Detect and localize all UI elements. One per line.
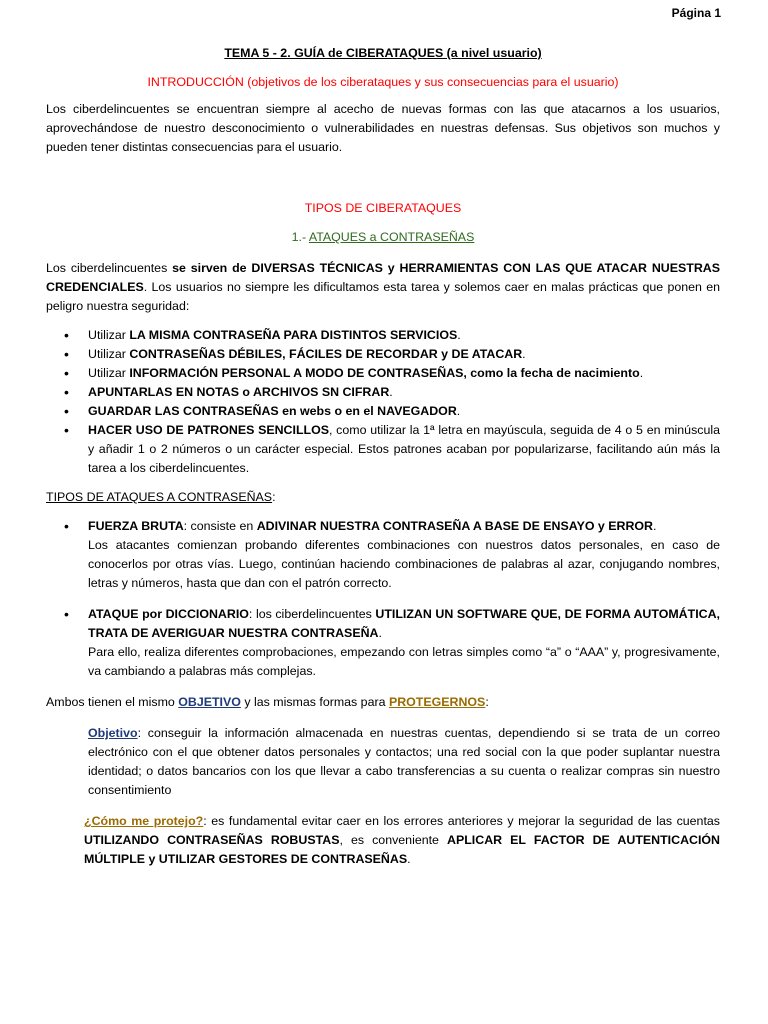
bold-run: UTILIZANDO CONTRASEÑAS ROBUSTAS — [84, 833, 340, 847]
bold-run: INFORMACIÓN PERSONAL A MODO DE CONTRASEÑAS, como la fecha de nacimiento — [129, 366, 640, 380]
text-run: , es conveniente — [339, 833, 448, 847]
text-run: : — [203, 814, 207, 828]
bold-run: UTILIZAN UN SOFTWARE QUE, DE FORMA AUTOMÁTICA, TRATA DE AVERIGUAR NUESTRA CONTRASEÑA — [88, 607, 720, 640]
list-item — [88, 421, 720, 478]
text-run: . — [457, 328, 461, 342]
both-line — [46, 693, 720, 712]
passwords-paragraph — [46, 259, 720, 316]
text-run: . — [653, 519, 657, 533]
text-run: . — [456, 404, 461, 418]
intro-paragraph: Los ciberdelincuentes se encuentran siempre al acecho de nuevas formas con las que atacarnos a los usuarios, aprovechándose de nuestro desconocimiento o vulnerabilidades en nuestras defensas. Sus objetivos son muchos y pueden tener distintas consecuencias para el usuario. — [46, 102, 720, 154]
text-run: , como utilizar la 1ª letra en mayúscula, seguida de 4 o 5 en minúscula y añadir 1 o 2 números o un carácter especial. Estos patrones acaban por popularizarse, facilitando aún más la tarea a los ciberdelincuentes. — [88, 423, 720, 475]
bold-run: se sirven de DIVERSAS TÉCNICAS y HERRAMIENTAS CON LAS QUE ATACAR NUESTRAS CREDENCIALES — [46, 261, 720, 294]
bold-run: GUARDAR LAS CONTRASEÑAS en webs o en el NAVEGADOR — [88, 404, 457, 418]
attack-types-label — [46, 488, 720, 507]
section-number: 1.- — [291, 230, 309, 244]
list-item — [88, 326, 720, 345]
text-run: : los ciberdelincuentes — [248, 607, 376, 621]
text-run: . Los usuarios no siempre les dificultamos esta tarea y solemos caer en malas prácticas que ponen en peligro nuestra seguridad: — [46, 280, 720, 313]
text-run: Los ciberdelincuentes — [46, 261, 173, 275]
text-run: Utilizar — [88, 328, 130, 342]
text-run: : — [485, 695, 489, 709]
intro-heading: INTRODUCCIÓN (objetivos de los ciberataques y sus consecuencias para el usuario) — [147, 75, 619, 89]
attack-name: ATAQUE por DICCIONARIO — [88, 607, 249, 621]
bold-run: APUNTARLAS EN NOTAS o ARCHIVOS SN CIFRAR — [88, 385, 390, 399]
page-number: Página 1 — [671, 6, 721, 20]
text-run: . — [407, 852, 411, 866]
text-run: y las mismas formas para — [240, 695, 389, 709]
text-run: . — [639, 366, 644, 380]
how-protect-block — [46, 812, 720, 869]
list-item — [88, 402, 720, 421]
protect-link: PROTEGERNOS — [388, 695, 486, 709]
attack-detail: Los atacantes comienzan probando diferentes combinaciones con nuestros datos personales, en caso de conocerlos por otras vías. Luego, continúan haciendo combinaciones de palabras al azar, conjugando nombres, letras y números, hasta que dan con el patrón correcto. — [88, 538, 720, 590]
list-item — [88, 345, 720, 364]
document-body — [46, 34, 720, 881]
section-heading-password-attacks — [46, 228, 720, 247]
text-run: . — [389, 385, 393, 399]
types-heading: TIPOS DE CIBERATAQUES — [304, 201, 462, 215]
objective-link: OBJETIVO — [178, 695, 241, 709]
how-protect-label: ¿Cómo me protejo? — [84, 814, 204, 828]
text-run: Utilizar — [88, 347, 130, 361]
bold-run: APLICAR EL FACTOR DE AUTENTICACIÓN MÚLTIPLE y UTILIZAR GESTORES DE CONTRASEÑAS — [84, 833, 720, 866]
attack-types-text: TIPOS DE ATAQUES A CONTRASEÑAS — [46, 490, 273, 504]
objective-text: : conseguir la información almacenada en nuestras cuentas, dependiendo si se trata de un correo electrónico con el que obtener datos personales y contactos; una red social con la que poder suplantar nuestra identidad; o datos bancarios con los que llevar a cabo transferencias a su cuenta o realizar compras sin nuestro consentimiento — [88, 726, 720, 797]
bold-run: CONTRASEÑAS DÉBILES, FÁCILES DE RECORDAR y DE ATACAR — [129, 347, 523, 361]
text-run: Utilizar — [88, 366, 130, 380]
attack-item-dictionary — [88, 605, 720, 681]
text-run: . — [522, 347, 526, 361]
attack-detail: Para ello, realiza diferentes comprobaciones, empezando con letras simples como “a” o “AAA” y, progresivamente, va cambiando a palabras más complejas. — [88, 645, 720, 678]
text-run: : consiste en — [183, 519, 257, 533]
attack-item-brute-force — [88, 517, 720, 593]
bold-run: ADIVINAR NUESTRA CONTRASEÑA A BASE DE ENSAYO y ERROR — [256, 519, 654, 533]
text-run: Ambos tienen el mismo — [46, 695, 179, 709]
objective-block — [46, 724, 720, 800]
attack-name: FUERZA BRUTA — [88, 519, 184, 533]
text-run: es fundamental evitar caer en los errores anteriores y mejorar la seguridad de las cuentas — [206, 814, 720, 828]
attack-types-list — [46, 517, 720, 681]
attack-types-colon: : — [272, 490, 276, 504]
list-item — [88, 364, 720, 383]
bold-run: HACER USO DE PATRONES SENCILLOS — [88, 423, 329, 437]
text-run: . — [378, 626, 382, 640]
list-item — [88, 383, 720, 402]
bold-run: LA MISMA CONTRASEÑA PARA DISTINTOS SERVICIOS — [129, 328, 458, 342]
section-title: ATAQUES a CONTRASEÑAS — [308, 230, 475, 244]
bad-practices-list — [46, 326, 720, 478]
objective-label: Objetivo — [88, 726, 138, 740]
document-title: TEMA 5 - 2. GUÍA de CIBERATAQUES (a nivel usuario) — [224, 46, 542, 60]
